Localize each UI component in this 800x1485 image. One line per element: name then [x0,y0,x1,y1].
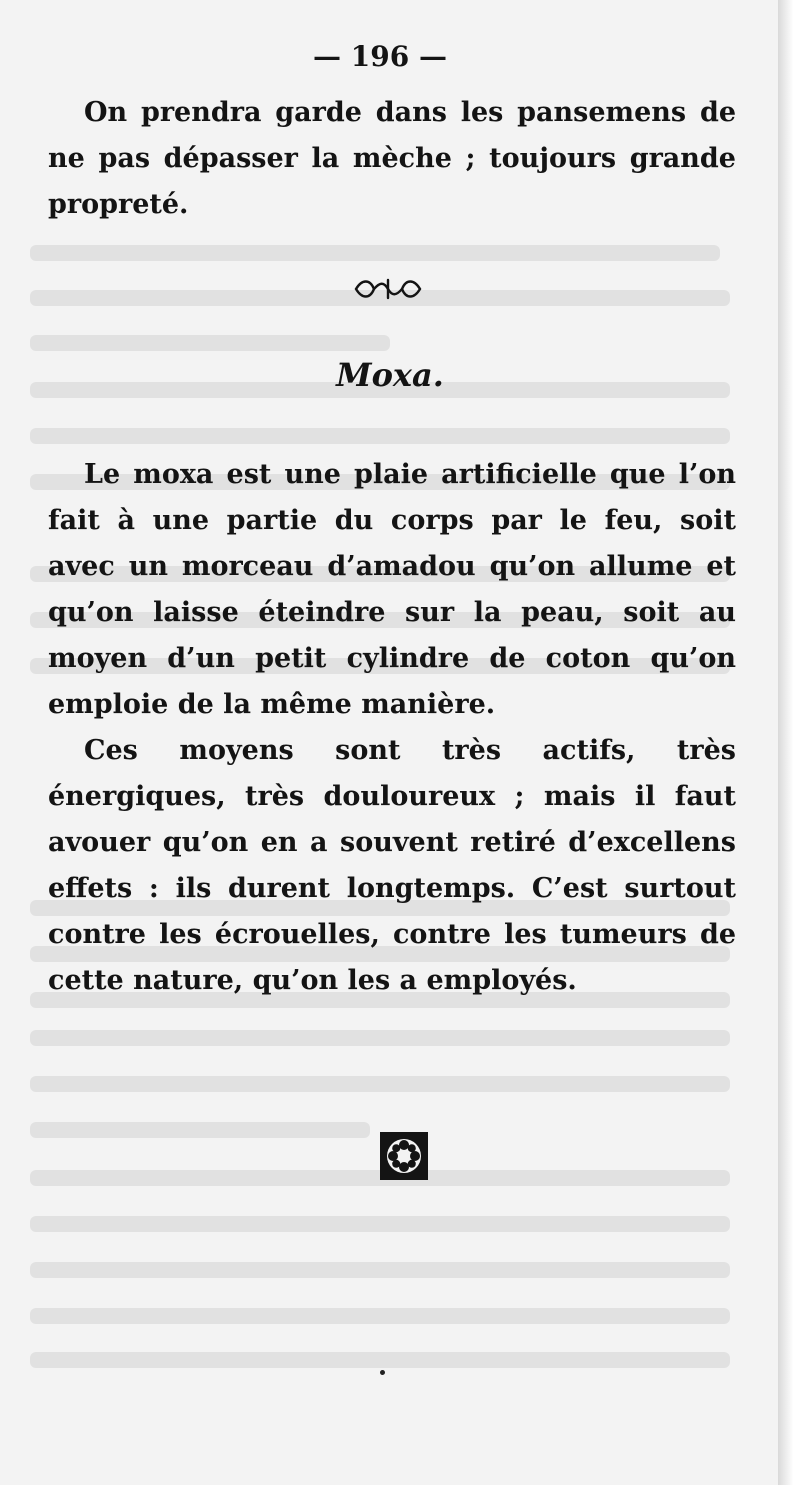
ink-speck [380,1370,385,1375]
page-number: — 196 — [313,40,447,73]
section-heading: Moxa. [336,356,444,394]
text-block-main [48,452,736,1004]
paragraph-dressing-care: On prendra garde dans les pansemens de ne pas dépasser la mèche ; toujours grande propreté. [48,97,736,220]
page-edge [778,0,800,1485]
text-block-top [48,90,736,228]
floral-divider-icon [350,274,426,304]
paragraph-moxa-definition: Le moxa est une plaie artificielle que l’on fait à une partie du corps par le feu, soit avec un morceau d’amadou qu’on allume et qu’on laisse éteindre sur la peau, soit au moyen d’un petit cylindre de coton qu’on emploie de la même manière. [48,459,736,720]
paragraph-moxa-effects: Ces moyens sont très actifs, très énergiques, très douloureux ; mais il faut avouer qu’on en a souvent retiré d’excellens effets : ils durent longtemps. C’est surtout contre les écrouelles, contre les tumeurs de cette nature, qu’on les a employés. [48,735,736,996]
flower-fleuron-icon [378,1130,430,1182]
